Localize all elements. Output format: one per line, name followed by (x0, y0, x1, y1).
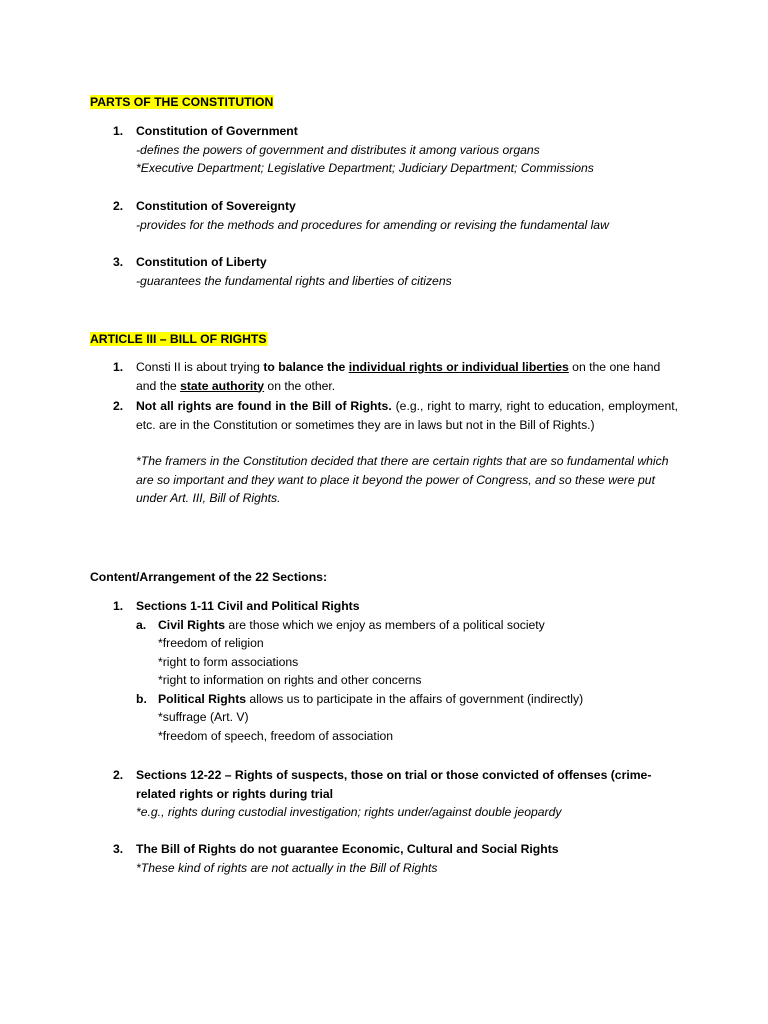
item-description: -defines the powers of government and distributes it among various organs (136, 142, 540, 157)
list-item: 1. Constitution of Government -defines the powers of government and distributes it among various organs *Executive Department; Legislative Department; Judiciary Department; Commissions (113, 122, 678, 178)
item-note: *The framers in the Constitution decided that there are certain rights that are so fundamental which are so important and they want to place it beyond the power of Congress, and so these were put under Art. III, Bill of Rights. (136, 454, 669, 505)
bullet-line: *right to form associations (158, 654, 299, 669)
item-note: *Executive Department; Legislative Department; Judiciary Department; Commissions (136, 161, 594, 175)
item-title: Constitution of Liberty (136, 255, 267, 269)
bullet-line: *suffrage (Art. V) (158, 710, 249, 724)
list-item: 2. Sections 12-22 – Rights of suspects, those on trial or those convicted of offenses (crime-related rights or rights during trial *e.g., rights during custodial investigation; rights under/against double jeopardy (113, 766, 678, 822)
item-title: Constitution of Sovereignty (136, 199, 296, 213)
bullet-line: *freedom of religion (158, 636, 264, 650)
list-item: 2. Constitution of Sovereignty -provides for the methods and procedures for amending or revising the fundamental law (113, 197, 678, 234)
item-note: *These kind of rights are not actually in the Bill of Rights (136, 860, 438, 875)
item-text: Consti II is about trying to balance the individual rights or individual liberties on the one hand and the state authority on the other. (136, 360, 661, 393)
section-heading-content: Content/Arrangement of the 22 Sections: (90, 570, 328, 584)
list-item: 3. Constitution of Liberty -guarantees the fundamental rights and liberties of citizens (113, 253, 678, 290)
item-description: -provides for the methods and procedures for amending or revising the fundamental law (136, 217, 609, 232)
item-title: The Bill of Rights do not guarantee Economic, Cultural and Social Rights (136, 842, 559, 856)
item-text: Not all rights are found in the Bill of Rights. (e.g., right to marry, right to education, employment, etc. are in the Constitution or sometimes they are in laws but not in the Bill of Rights.) (136, 399, 678, 432)
item-title: Constitution of Government (136, 124, 298, 138)
bullet-line: *freedom of speech, freedom of association (158, 728, 394, 743)
item-title: Sections 1-11 Civil and Political Rights (136, 599, 360, 613)
list-item: 1. Sections 1-11 Civil and Political Rights a. Civil Rights are those which we enjoy as members of a political society *freedom of religion *right to form associations *right to information on rights and other concerns b. Political Rights allows us to participate in the affairs of government (indirectly) *suffrage (Art. V) *freedom of speech, freedom of association (113, 597, 678, 745)
item-title: Sections 12-22 – Rights of suspects, those on trial or those convicted of offenses (crime-related rights or rights during trial (136, 768, 652, 801)
sub-item-political-rights: b. Political Rights allows us to participate in the affairs of government (indirectly) *suffrage (Art. V) *freedom of speech, freedom of association (136, 690, 678, 746)
bullet-line: *right to information on rights and other concerns (158, 673, 422, 687)
section-heading-parts: PARTS OF THE CONSTITUTION (90, 95, 274, 109)
list-item: 2. Not all rights are found in the Bill of Rights. (e.g., right to marry, right to education, employment, etc. are in the Constitution or sometimes they are in laws but not in the Bill of Rights.) *The framers in the Constitution decided that there are certain rights that are so fundamental which are so important and they want to place it beyond the power of Congress, and so these were put under Art. III, Bill of Rights. (113, 397, 678, 508)
section-heading-bill-of-rights: ARTICLE III – BILL OF RIGHTS (90, 332, 267, 346)
list-item: 1. Consti II is about trying to balance the individual rights or individual liberties on the one hand and the state authority on the other. (113, 358, 678, 395)
sub-item-civil-rights: a. Civil Rights are those which we enjoy as members of a political society *freedom of religion *right to form associations *right to information on rights and other concerns (136, 616, 678, 690)
item-description: -guarantees the fundamental rights and liberties of citizens (136, 273, 452, 288)
list-item: 3. The Bill of Rights do not guarantee Economic, Cultural and Social Rights *These kind of rights are not actually in the Bill of Rights (113, 840, 678, 877)
item-note: *e.g., rights during custodial investigation; rights under/against double jeopardy (136, 805, 562, 819)
